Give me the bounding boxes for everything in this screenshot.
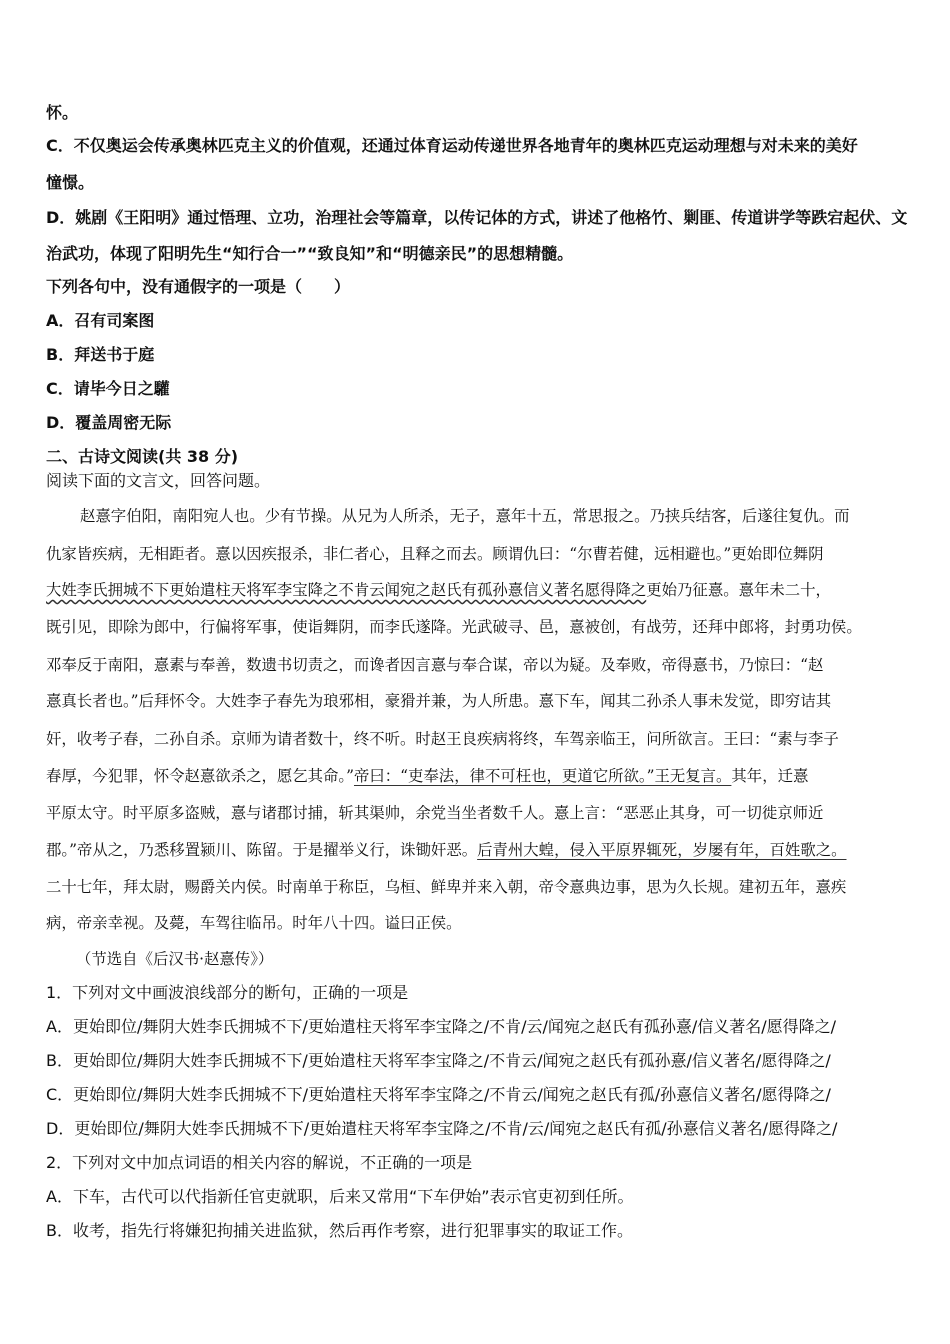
option-c-line2: 憧憬。: [46, 173, 95, 192]
passage-line-2: 仇家皆疾病，无相距者。憙以因疾报杀，非仁者心，且释之而去。顾谓仇曰：“尔曹若健，远相避也。”更始即位舞阴: [46, 545, 824, 563]
passage-line-12: 病，帝亲幸视。及薨，车驾往临吊。时年八十四。谥曰正侯。: [46, 914, 462, 932]
option-d-line1: D．姚剧《王阳明》通过悟理、立功，治理社会等篇章，以传记体的方式，讲述了他格竹、剿匪、传道讲学等跌宕起伏、文: [46, 208, 908, 227]
option-d-line2: 治武功，体现了阳明先生“知行合一”“致良知”和“明德亲民”的思想精髓。: [46, 244, 574, 263]
underlined-sentence-1: 帝曰：“吏奉法，律不可枉也，更道它所欲。”王无复言。: [353, 767, 732, 785]
section-instruction: 阅读下面的文言文，回答问题。: [46, 471, 271, 490]
passage-line-8-end: 其年，迁憙: [731, 767, 809, 785]
option-c-line1: C．不仅奥运会传承奥林匹克主义的价值观，还通过体育运动传递世界各地青年的奥林匹克运动理想与对未来的美好: [46, 136, 858, 155]
option-b-tail: 怀。: [46, 103, 79, 122]
passage-line-6: 憙真长者也。”后拜怀令。大姓李子春先为琅邪相，豪猾并兼，为人所患。憙下车，闻其二孙杀人事未发觉，即穷诘其: [46, 692, 832, 710]
q2-option-a: A．下车，古代可以代指新任官吏就职，后来又常用“下车伊始”表示官吏初到任所。: [46, 1187, 634, 1206]
passage-source: （节选自《后汉书·赵憙传》）: [76, 950, 274, 968]
q1-option-d: D．更始即位/舞阴大姓李氏拥城不下/更始遣柱天将军李宝降之/不肯/云/闻宛之赵氏有孤/孙憙信义著名/愿得降之/: [46, 1119, 838, 1138]
wavy-underlined-text: 大姓李氏拥城不下更始遣柱天将军李宝降之不肯云闻宛之赵氏有孤孙憙信义著名愿得降之: [46, 581, 647, 599]
passage-line-1: 赵憙字伯阳，南阳宛人也。少有节操。从兄为人所杀，无子，憙年十五，常思报之。乃挟兵结客，后遂往复仇。而: [80, 507, 850, 525]
passage-line-10: [46, 839, 847, 861]
question-option-b: B．拜送书于庭: [46, 345, 155, 364]
underlined-sentence-2: 后青州大蝗，侵入平原界辄死，岁屡有年，百姓歌之。: [477, 841, 847, 859]
q1-option-c: C．更始即位/舞阴大姓李氏拥城不下/更始遣柱天将军李宝降之/不肯云/闻宛之赵氏有孤/孙憙信义著名/愿得降之/: [46, 1085, 831, 1104]
section-heading: 二、古诗文阅读(共 38 分): [46, 447, 239, 466]
q1-option-a: A．更始即位/舞阴大姓李氏拥城不下/更始遣柱天将军李宝降之/不肯/云/闻宛之赵氏有孤孙憙/信义著名/愿得降之/: [46, 1017, 837, 1036]
q2-stem: 2．下列对文中加点词语的相关内容的解说，不正确的一项是: [46, 1153, 473, 1172]
question-option-a: A．召有司案图: [46, 311, 155, 330]
passage-line-11: 二十七年，拜太尉，赐爵关内侯。时南单于称臣，乌桓、鲜卑并来入朝，帝令憙典边事，思为久长规。建初五年，憙疾: [46, 878, 847, 896]
passage-line-5: 邓奉反于南阳，憙素与奉善，数遗书切责之，而谗者因言憙与奉合谋，帝以为疑。及奉败，帝得憙书，乃惊曰：“赵: [46, 656, 824, 674]
q2-option-b: B．收考，指先行将嫌犯拘捕关进监狱，然后再作考察，进行犯罪事实的取证工作。: [46, 1221, 633, 1240]
passage-line-3-rest: 更始乃征憙。憙年未二十，: [646, 581, 831, 599]
passage-line-3: [46, 579, 831, 601]
passage-line-4: 既引见，即除为郎中，行偏将军事，使诣舞阴，而李氏遂降。光武破寻、邑，憙被创，有战劳，还拜中郎将，封勇功侯。: [46, 618, 862, 636]
passage-line-8-start: 春厚，今犯罪，怀令赵憙欲杀之，愿乞其命。”: [46, 767, 354, 785]
q1-option-b: B．更始即位/舞阴大姓李氏拥城不下/更始遣柱天将军李宝降之/不肯云/闻宛之赵氏有孤孙憙/信义著名/愿得降之/: [46, 1051, 831, 1070]
passage-line-9: 平原太守。时平原多盗贼，憙与诸郡讨捕，斩其渠帅，余党当坐者数千人。憙上言：“恶恶止其身，可一切徙京师近: [46, 804, 824, 822]
question-option-d: D．覆盖周密无际: [46, 413, 172, 432]
q1-stem: 1．下列对文中画波浪线部分的断句，正确的一项是: [46, 983, 409, 1002]
passage-line-10-start: 郡。”帝从之，乃悉移置颍川、陈留。于是擢举义行，诛锄奸恶。: [46, 841, 478, 859]
passage-line-7: 奸，收考子春，二孙自杀。京师为请者数十，终不听。时赵王良疾病将终，车驾亲临王，问所欲言。王曰：“素与李子: [46, 730, 839, 748]
passage-line-8: [46, 765, 808, 787]
question-stem: 下列各句中，没有通假字的一项是（ ）: [46, 277, 351, 296]
question-option-c: C．请毕今日之驩: [46, 379, 170, 398]
